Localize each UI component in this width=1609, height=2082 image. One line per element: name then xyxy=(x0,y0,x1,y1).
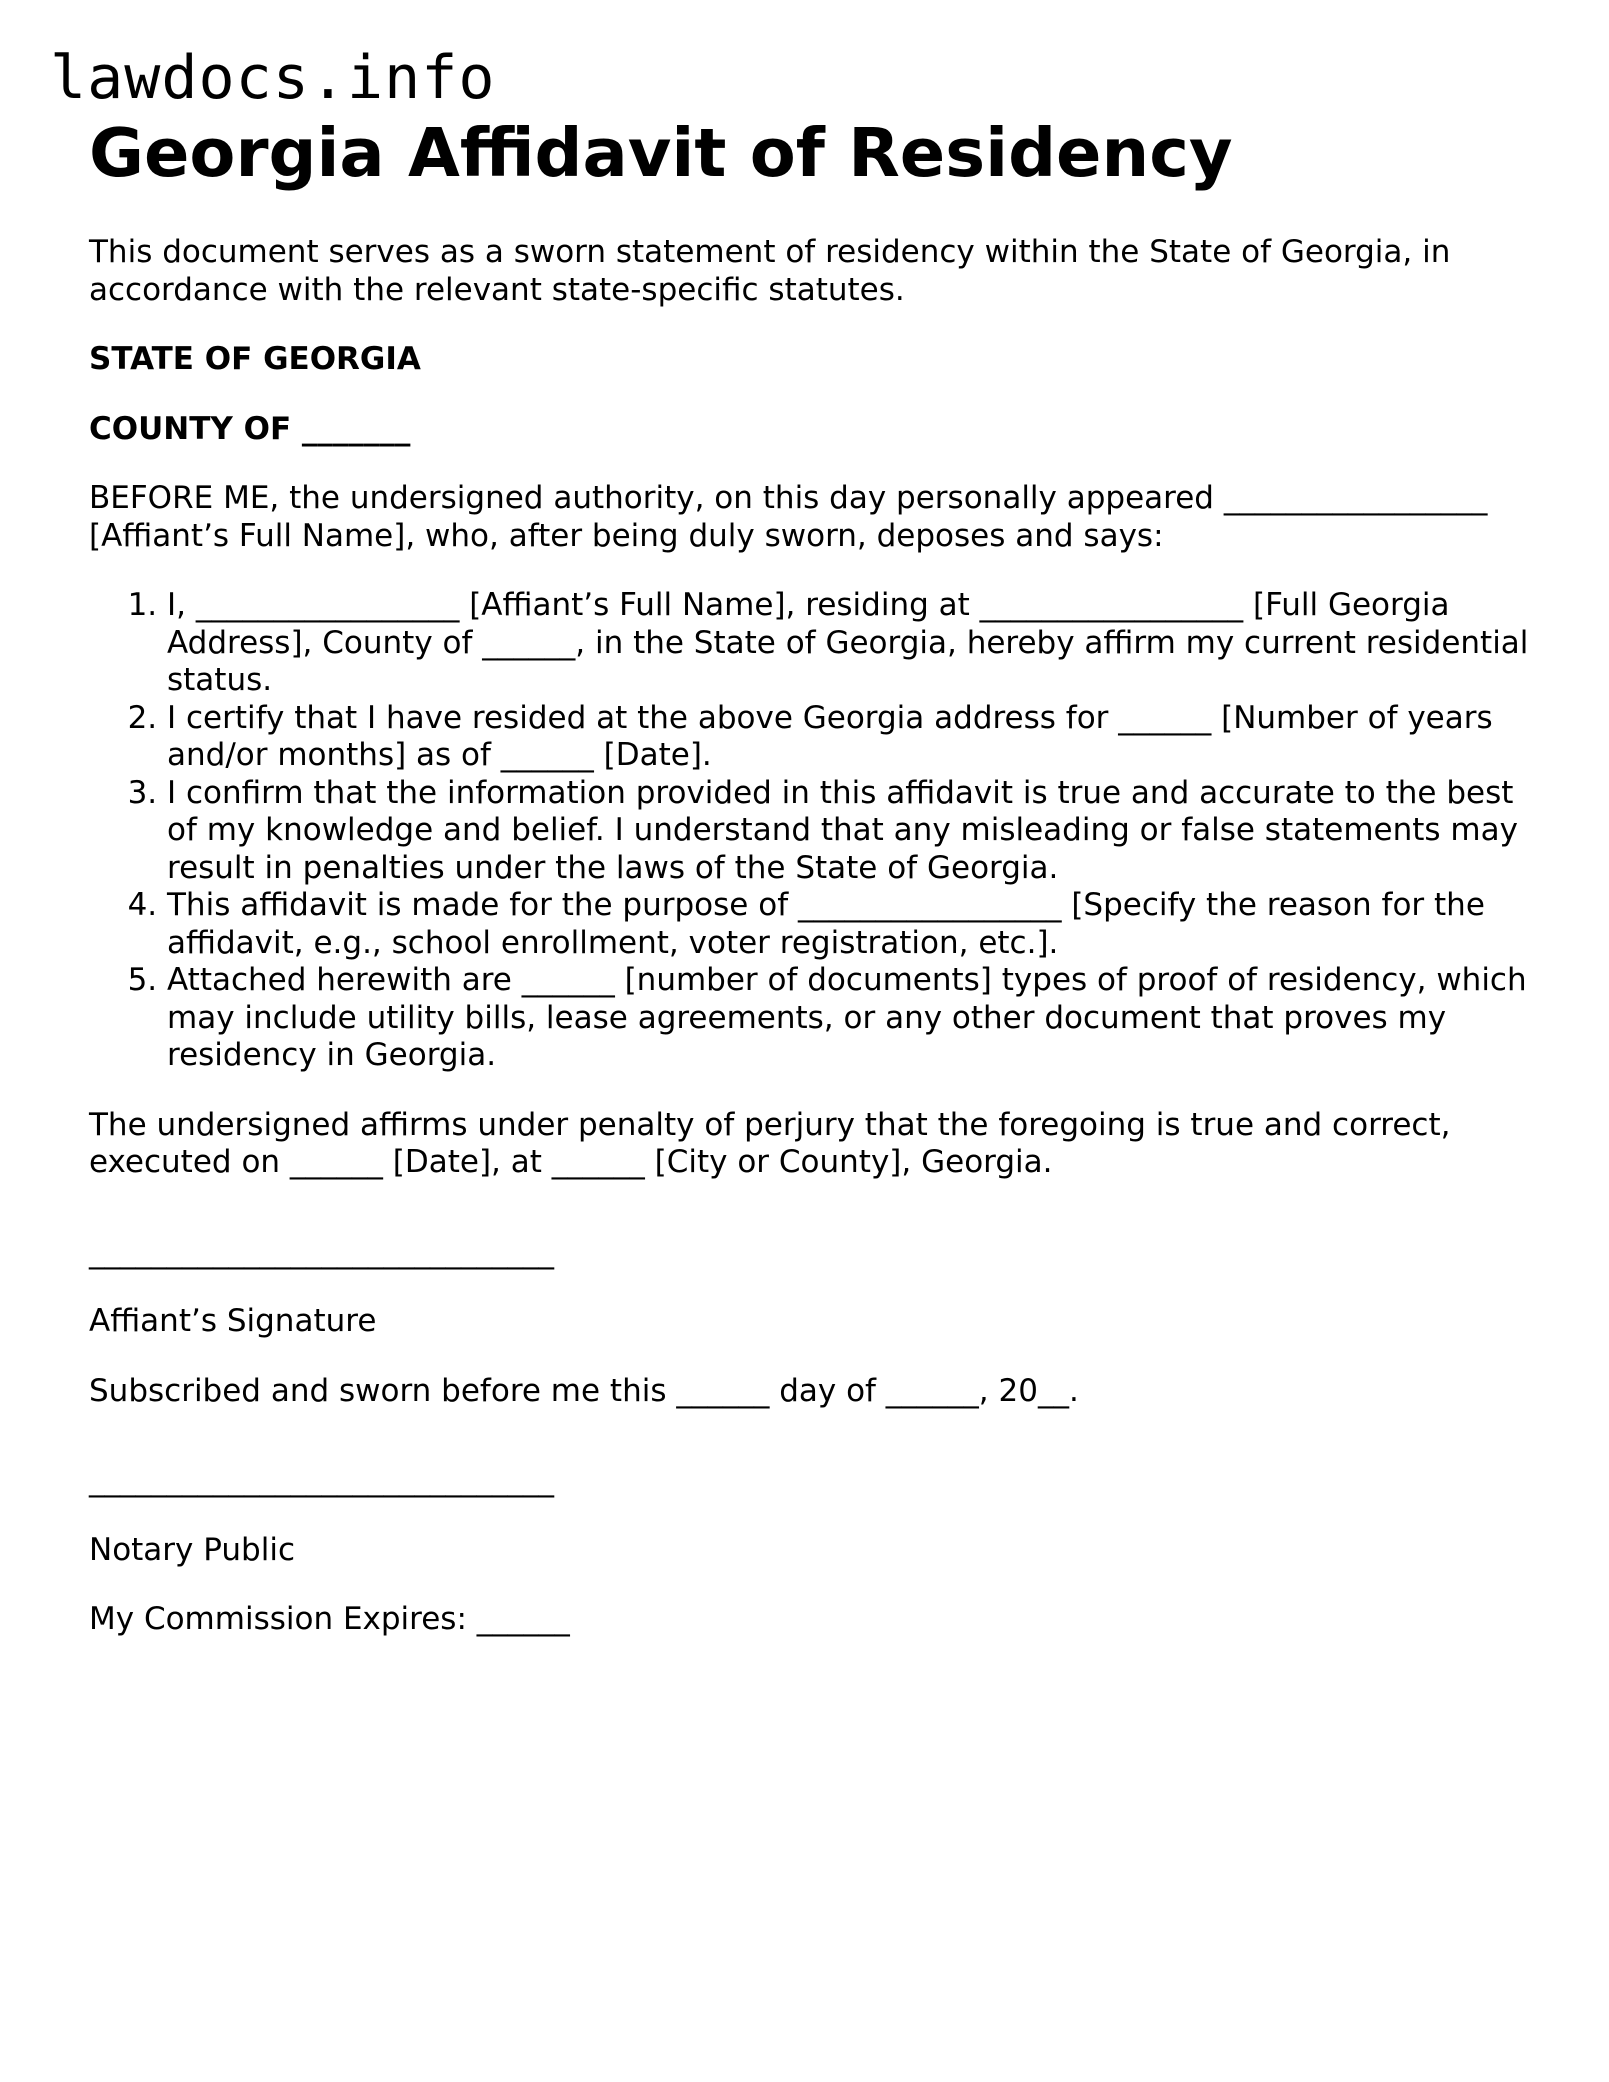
intro-paragraph: This document serves as a sworn statement of residency within the State of Georgia, in accordance with the relevant state-specific statutes. xyxy=(89,234,1451,308)
clause-item: 3. I confirm that the information provided in this affidavit is true and accurate to the best of my knowledge and belief. I understand that any misleading or false statements may result in penalties under the laws of the State of Georgia. xyxy=(167,775,1529,888)
affirmation-paragraph: The undersigned affirms under penalty of perjury that the foregoing is true and correct, executed on ______ [Date], at ______ [City or County], Georgia. xyxy=(89,1106,1451,1180)
before-me-paragraph: BEFORE ME, the undersigned authority, on this day personally appeared _________________ [Affiant’s Full Name], who, after being duly sworn, deposes and says: xyxy=(89,480,1488,554)
site-watermark: lawdocs.info xyxy=(50,43,496,113)
document-page xyxy=(89,110,1529,1671)
notary-signature-line: ______________________________ xyxy=(89,1462,554,1498)
affidavit-clauses-list xyxy=(89,587,1529,1075)
affiant-signature-line: ______________________________ xyxy=(89,1233,554,1270)
clause-item: 4. This affidavit is made for the purpose of _________________ [Specify the reason for the affidavit, e.g., school enrollment, voter registration, etc.]. xyxy=(167,887,1529,962)
clause-item: 5. Attached herewith are ______ [number of documents] types of proof of residency, which may include utility bills, lease agreements, or any other document that proves my residency in Georgia. xyxy=(167,962,1529,1075)
subscribed-sworn-line: Subscribed and sworn before me this ______ day of ______, 20__. xyxy=(89,1372,1079,1409)
notary-public-label: Notary Public xyxy=(89,1531,295,1568)
clause-item: 1. I, _________________ [Affiant’s Full Name], residing at _________________ [Full Georgia Address], County of ______, in the State of Georgia, hereby affirm my current residential status. xyxy=(167,587,1529,700)
county-heading: COUNTY OF _______ xyxy=(89,410,411,447)
document-title: Georgia Affidavit of Residency xyxy=(89,114,1233,192)
affiant-signature-label: Affiant’s Signature xyxy=(89,1303,377,1339)
commission-expires-line: My Commission Expires: ______ xyxy=(89,1601,570,1637)
clause-item: 2. I certify that I have resided at the above Georgia address for ______ [Number of years and/or months] as of ______ [Date]. xyxy=(167,700,1529,775)
state-heading: STATE OF GEORGIA xyxy=(89,341,421,377)
